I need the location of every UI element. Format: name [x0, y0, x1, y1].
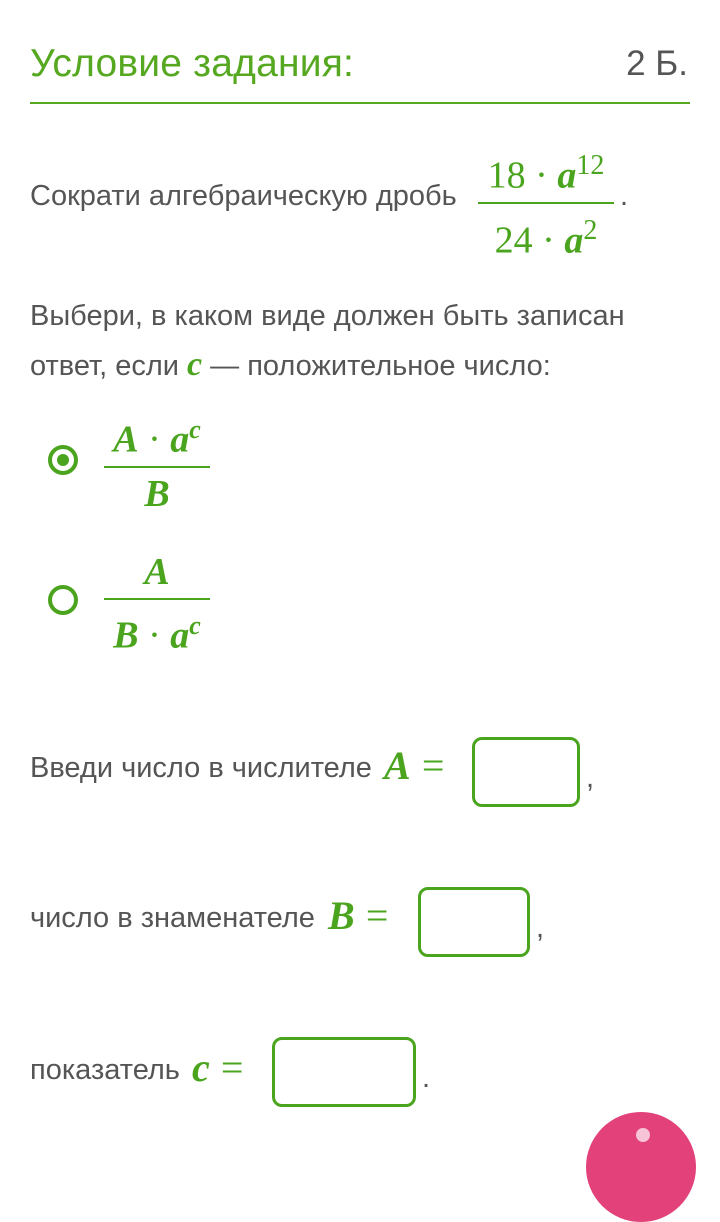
option-1-radio-dot — [57, 454, 69, 466]
task-prompt: Сократи алгебраическую дробь — [30, 180, 457, 212]
exponent-period: . — [422, 1062, 431, 1094]
fraction-num-coef: 18 — [487, 154, 526, 197]
denominator-equals: = — [365, 893, 389, 938]
option-2-den-b: B — [113, 614, 139, 657]
fraction-num-exp: 12 — [576, 150, 605, 181]
numerator-equation — [384, 742, 444, 789]
denominator-label: число в знаменателе — [30, 902, 315, 934]
denominator-equation — [328, 892, 388, 939]
fab-icon — [636, 1128, 650, 1142]
exponent-label: показатель — [30, 1054, 180, 1086]
question-line-2-end: — положительное число: — [210, 350, 551, 382]
fraction-den-var: a — [564, 219, 584, 262]
question-line-1: Выбери, в каком виде должен быть записан — [30, 300, 625, 332]
exponent-equation — [192, 1044, 243, 1091]
denominator-input[interactable] — [418, 887, 530, 957]
option-2-den-var: a — [170, 614, 190, 657]
option-1-num-a: A — [113, 418, 139, 461]
question-line-2-start: ответ, если — [30, 350, 179, 382]
task-fraction — [478, 140, 614, 267]
fraction-den-exp: 2 — [583, 214, 598, 246]
task-points: 2 Б. — [626, 44, 688, 83]
fraction-num-var: a — [557, 154, 577, 197]
numerator-equals: = — [421, 743, 445, 788]
option-2-num: A — [144, 551, 170, 593]
fraction-den-coef: 24 — [494, 219, 533, 262]
task-heading: Условие задания: — [30, 42, 355, 85]
question-var-c: c — [187, 346, 203, 383]
floating-action-button[interactable] — [586, 1112, 696, 1222]
numerator-input[interactable] — [472, 737, 580, 807]
numerator-comma: , — [586, 762, 595, 794]
fraction-den-dot: · — [542, 219, 555, 262]
option-2-den-exp: c — [189, 611, 201, 640]
header-divider — [30, 102, 690, 104]
option-1-num-exp: c — [189, 415, 201, 444]
option-1-den: B — [144, 472, 170, 515]
denominator-comma: , — [536, 912, 545, 944]
option-1-num-dot: · — [148, 418, 161, 461]
denominator-var: B — [328, 893, 355, 938]
exponent-var: c — [192, 1045, 210, 1090]
exponent-equals: = — [220, 1045, 244, 1090]
option-2-den-dot: · — [148, 614, 161, 657]
numerator-label: Введи число в числителе — [30, 752, 372, 784]
option-1-num-var: a — [170, 418, 190, 461]
option-2-radio[interactable] — [48, 585, 78, 615]
task-period: . — [620, 180, 629, 212]
exponent-input[interactable] — [272, 1037, 416, 1107]
fraction-num-dot: · — [535, 154, 548, 197]
question-line-2 — [30, 346, 551, 384]
option-1-fraction[interactable] — [104, 404, 210, 520]
option-2-fraction[interactable] — [104, 546, 210, 662]
numerator-var: A — [384, 743, 411, 788]
option-1-radio[interactable] — [48, 445, 78, 475]
